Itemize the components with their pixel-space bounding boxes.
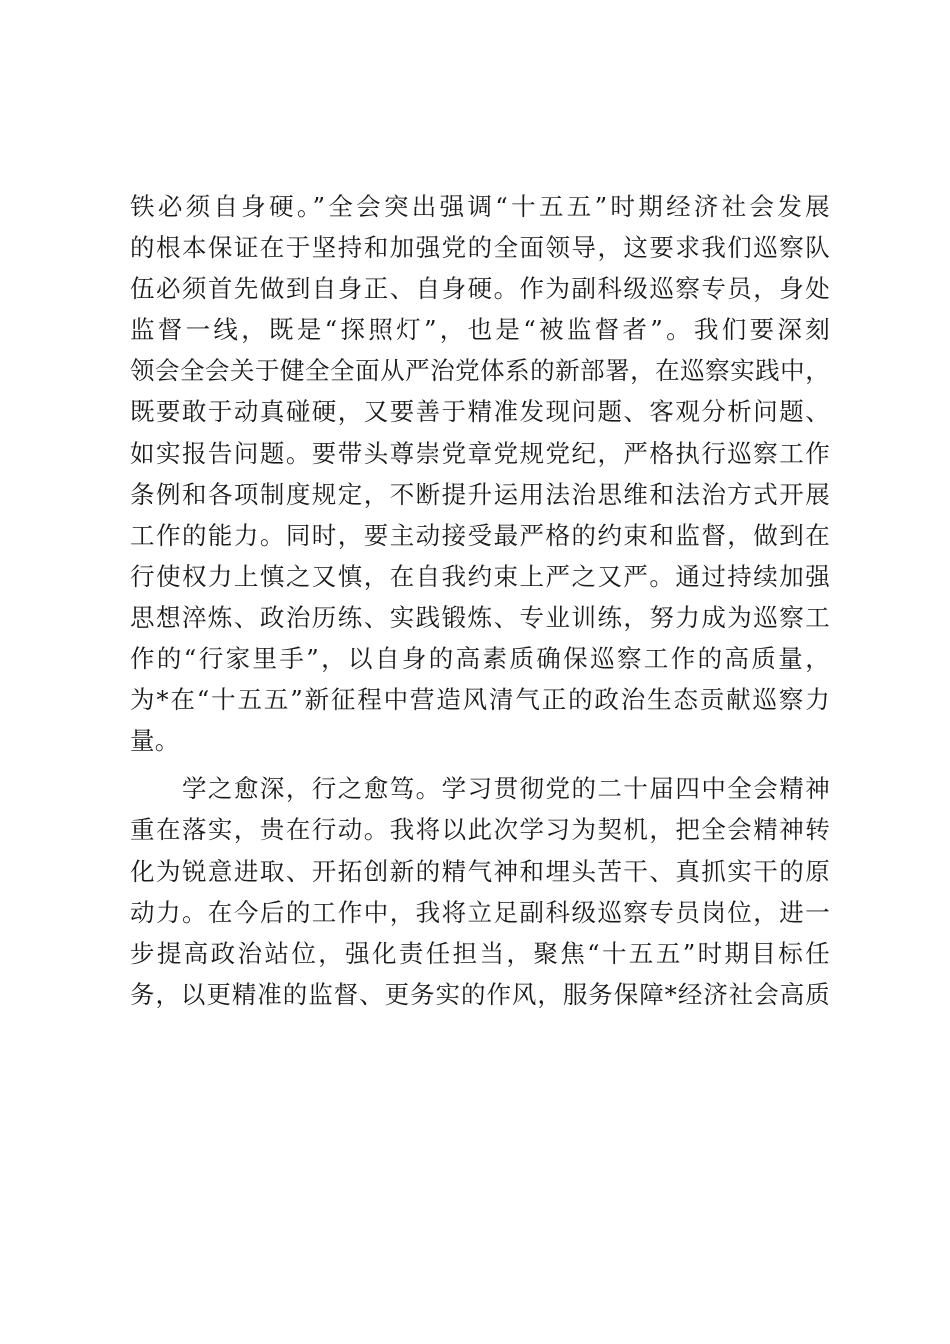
text-line: 既要敢于动真碰硬，又要善于精准发现问题、客观分析问题、 (130, 397, 830, 427)
text-line: 行使权力上慎之又慎，在自我约束上严之又严。通过持续加强 (130, 561, 830, 591)
text-line: 监督一线，既是“探照灯”，也是“被监督者”。我们要深刻 (130, 315, 830, 345)
text-line: 务，以更精准的监督、更务实的作风，服务保障*经济社会高质 (130, 979, 830, 1009)
text-line: 作的“行家里手”，以自身的高素质确保巡察工作的高质量， (130, 644, 830, 674)
text-line: 为*在“十五五”新征程中营造风清气正的政治生态贡献巡察力 (130, 685, 830, 715)
text-line: 学之愈深，行之愈笃。学习贯彻党的二十届四中全会精神 (130, 774, 830, 804)
text-line: 的根本保证在于坚持和加强党的全面领导，这要求我们巡察队 (130, 233, 830, 263)
paragraph-continued (130, 186, 830, 761)
paragraph (130, 768, 830, 1015)
text-line: 如实报告问题。要带头尊崇党章党规党纪，严格执行巡察工作 (130, 438, 830, 468)
text-line: 伍必须首先做到自身正、自身硬。作为副科级巡察专员，身处 (130, 274, 830, 304)
text-line: 铁必须自身硬。”全会突出强调“十五五”时期经济社会发展 (130, 192, 830, 221)
text-line: 领会全会关于健全全面从严治党体系的新部署，在巡察实践中， (130, 356, 830, 386)
text-line: 思想淬炼、政治历练、实践锻炼、专业训练，努力成为巡察工 (130, 602, 830, 632)
text-line: 条例和各项制度规定，不断提升运用法治思维和法治方式开展 (130, 479, 830, 509)
text-line: 步提高政治站位，强化责任担当，聚焦“十五五”时期目标任 (130, 938, 830, 968)
text-line: 重在落实，贵在行动。我将以此次学习为契机，把全会精神转 (130, 815, 830, 845)
text-line: 工作的能力。同时，要主动接受最严格的约束和监督，做到在 (130, 520, 830, 550)
text-line: 动力。在今后的工作中，我将立足副科级巡察专员岗位，进一 (130, 897, 830, 927)
paragraph-gap (130, 761, 830, 768)
document-body (130, 186, 830, 1015)
text-line: 化为锐意进取、开拓创新的精气神和埋头苦干、真抓实干的原 (130, 856, 830, 886)
text-line: 量。 (130, 726, 180, 756)
